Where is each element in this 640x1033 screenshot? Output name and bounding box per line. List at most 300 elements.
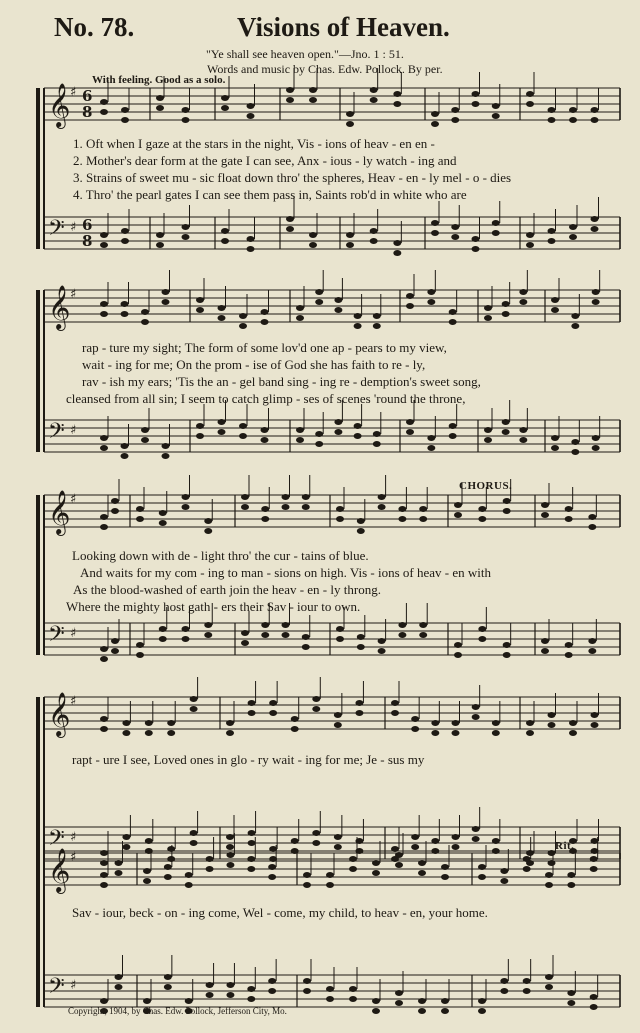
note-head xyxy=(136,506,144,512)
note-head xyxy=(500,978,508,984)
author-credits: Words and music by Chas. Edw. Pollock. By per. xyxy=(207,62,443,76)
note-head xyxy=(302,494,310,500)
note-head xyxy=(247,113,255,119)
note-head xyxy=(248,830,256,836)
note-head xyxy=(354,433,362,439)
note-head xyxy=(239,313,247,319)
note-head xyxy=(478,506,486,512)
note-head xyxy=(282,632,290,638)
note-head xyxy=(309,87,317,93)
note-head xyxy=(569,117,577,123)
note-head xyxy=(545,872,553,878)
note-head xyxy=(296,315,304,321)
note-head xyxy=(247,996,255,1002)
note-head xyxy=(567,1000,575,1006)
note-head xyxy=(286,97,294,103)
note-head xyxy=(354,313,362,319)
note-head xyxy=(500,878,508,884)
note-head xyxy=(500,868,508,874)
note-head xyxy=(406,429,414,435)
note-head xyxy=(206,992,214,998)
note-head xyxy=(239,423,247,429)
note-head xyxy=(519,299,527,305)
note-head xyxy=(167,720,175,726)
note-head xyxy=(571,439,579,445)
note-head xyxy=(261,622,269,628)
note-head xyxy=(141,427,149,433)
chorus-label: CHORUS. xyxy=(459,480,513,492)
note-head xyxy=(247,236,255,242)
note-head xyxy=(296,437,304,443)
note-head xyxy=(167,846,175,852)
note-head xyxy=(449,309,457,315)
note-head xyxy=(451,107,459,113)
note-head xyxy=(548,107,556,113)
note-head xyxy=(454,652,462,658)
note-head xyxy=(100,998,108,1004)
note-head xyxy=(569,224,577,230)
note-head xyxy=(100,311,108,317)
note-head xyxy=(159,510,167,516)
note-head xyxy=(121,228,129,234)
lyric-verse-3-line-2: rav - ish my ears; 'Tis the an - gel band sing - ing re - demption's sweet song, xyxy=(82,374,481,389)
note-head xyxy=(221,105,229,111)
note-head xyxy=(378,638,386,644)
note-head xyxy=(247,103,255,109)
note-head xyxy=(121,443,129,449)
note-head xyxy=(395,1000,403,1006)
note-head xyxy=(334,844,342,850)
note-head xyxy=(355,710,363,716)
note-head xyxy=(349,996,357,1002)
note-head xyxy=(372,870,380,876)
note-head xyxy=(346,121,354,127)
note-head xyxy=(418,860,426,866)
note-head xyxy=(100,882,108,888)
note-head xyxy=(248,710,256,716)
note-head xyxy=(393,240,401,246)
note-head xyxy=(354,323,362,329)
note-head xyxy=(592,445,600,451)
note-head xyxy=(268,874,276,880)
note-head xyxy=(204,632,212,638)
sharp-key-signature-icon: ♯ xyxy=(70,626,77,641)
note-head xyxy=(357,634,365,640)
note-head xyxy=(370,87,378,93)
note-head xyxy=(296,427,304,433)
sharp-key-signature-icon: ♯ xyxy=(70,694,77,709)
note-head xyxy=(373,313,381,319)
note-head xyxy=(545,984,553,990)
note-head xyxy=(431,121,439,127)
note-head xyxy=(261,427,269,433)
note-head xyxy=(196,307,204,313)
note-head xyxy=(492,838,500,844)
note-head xyxy=(268,988,276,994)
note-head xyxy=(451,117,459,123)
note-head xyxy=(309,242,317,248)
note-head xyxy=(492,720,500,726)
note-head xyxy=(286,226,294,232)
note-head xyxy=(378,494,386,500)
note-head xyxy=(472,91,480,97)
note-head xyxy=(484,427,492,433)
note-head xyxy=(478,516,486,522)
note-head xyxy=(326,882,334,888)
note-head xyxy=(541,512,549,518)
time-signature: 6 xyxy=(82,87,93,105)
note-head xyxy=(427,289,435,295)
note-head xyxy=(326,996,334,1002)
note-head xyxy=(309,232,317,238)
note-head xyxy=(419,632,427,638)
note-head xyxy=(551,445,559,451)
note-head xyxy=(449,319,457,325)
note-head xyxy=(182,626,190,632)
note-head xyxy=(182,224,190,230)
note-head xyxy=(312,696,320,702)
note-head xyxy=(411,716,419,722)
note-head xyxy=(545,882,553,888)
treble-clef-icon: 𝄞 xyxy=(48,848,71,892)
scripture-epigraph: "Ye shall see heaven open."—Jno. 1 : 51. xyxy=(206,47,404,61)
note-head xyxy=(591,722,599,728)
note-head xyxy=(449,423,457,429)
note-head xyxy=(526,101,534,107)
note-head xyxy=(431,720,439,726)
lyric-verse-2-line-1: 2. Mother's dear form at the gate I can see, Anx - ious - ly watch - ing and xyxy=(73,153,457,168)
note-head xyxy=(398,632,406,638)
note-head xyxy=(206,982,214,988)
note-head xyxy=(472,836,480,842)
note-head xyxy=(569,234,577,240)
note-head xyxy=(569,720,577,726)
note-head xyxy=(218,419,226,425)
note-head xyxy=(143,998,151,1004)
note-head xyxy=(241,640,249,646)
note-head xyxy=(590,994,598,1000)
note-head xyxy=(449,433,457,439)
sharp-key-signature-icon: ♯ xyxy=(70,978,77,993)
note-head xyxy=(286,216,294,222)
time-signature: 8 xyxy=(82,103,93,121)
note-head xyxy=(452,834,460,840)
note-head xyxy=(472,101,480,107)
note-head xyxy=(548,228,556,234)
note-head xyxy=(122,834,130,840)
note-head xyxy=(472,236,480,242)
lyric-verse-4-line-2: cleansed from all sin; I seem to catch glimp - ses of scenes 'round the throne, xyxy=(66,391,466,406)
note-head xyxy=(565,652,573,658)
note-head xyxy=(452,730,460,736)
note-head xyxy=(182,107,190,113)
note-head xyxy=(370,238,378,244)
note-head xyxy=(336,636,344,642)
note-head xyxy=(268,978,276,984)
lyric-verse-3-line-3: As the blood-washed of earth join the heav - en - ly throng. xyxy=(73,582,381,597)
note-head xyxy=(590,1004,598,1010)
note-head xyxy=(326,872,334,878)
note-head xyxy=(472,704,480,710)
note-head xyxy=(206,866,214,872)
note-head xyxy=(226,720,234,726)
note-head xyxy=(571,323,579,329)
note-head xyxy=(590,856,598,862)
note-head xyxy=(247,856,255,862)
bass-clef-icon: 𝄢 xyxy=(48,826,65,856)
note-head xyxy=(239,323,247,329)
note-head xyxy=(159,636,167,642)
note-head xyxy=(591,226,599,232)
note-head xyxy=(291,726,299,732)
sharp-key-signature-icon: ♯ xyxy=(70,287,77,302)
note-head xyxy=(136,642,144,648)
note-head xyxy=(334,419,342,425)
note-head xyxy=(334,722,342,728)
note-head xyxy=(419,506,427,512)
note-head xyxy=(100,872,108,878)
note-head xyxy=(370,97,378,103)
note-head xyxy=(115,870,123,876)
tempo-marking: With feeling. Good as a solo. xyxy=(92,74,226,86)
note-head xyxy=(492,103,500,109)
note-head xyxy=(567,882,575,888)
note-head xyxy=(226,992,234,998)
note-head xyxy=(122,844,130,850)
note-head xyxy=(569,730,577,736)
lyric-verse-4-line-3: Where the mighty host gath - ers their Sav - iour to own. xyxy=(66,599,361,614)
note-head xyxy=(588,514,596,520)
note-head xyxy=(551,435,559,441)
note-head xyxy=(519,437,527,443)
note-head xyxy=(164,984,172,990)
note-head xyxy=(282,622,290,628)
note-head xyxy=(334,429,342,435)
note-head xyxy=(484,437,492,443)
note-head xyxy=(100,301,108,307)
note-head xyxy=(391,710,399,716)
note-head xyxy=(393,91,401,97)
note-head xyxy=(206,856,214,862)
note-head xyxy=(312,830,320,836)
note-head xyxy=(122,730,130,736)
note-head xyxy=(121,107,129,113)
note-head xyxy=(190,706,198,712)
note-head xyxy=(268,864,276,870)
note-head xyxy=(190,696,198,702)
note-head xyxy=(241,494,249,500)
note-head xyxy=(427,299,435,305)
note-head xyxy=(122,720,130,726)
note-head xyxy=(571,449,579,455)
sharp-key-signature-icon: ♯ xyxy=(70,492,77,507)
treble-clef-icon: 𝄞 xyxy=(48,490,71,534)
note-head xyxy=(226,862,234,868)
note-head xyxy=(373,323,381,329)
note-head xyxy=(567,872,575,878)
note-head xyxy=(395,990,403,996)
lyric-verse-2-line-2: wait - ing for me; On the prom - ise of God she has faith to re - ly, xyxy=(82,357,426,372)
sharp-key-signature-icon: ♯ xyxy=(70,423,77,438)
note-head xyxy=(111,638,119,644)
note-head xyxy=(164,864,172,870)
note-head xyxy=(136,516,144,522)
note-head xyxy=(145,838,153,844)
note-head xyxy=(567,990,575,996)
note-head xyxy=(406,293,414,299)
note-head xyxy=(354,423,362,429)
note-head xyxy=(115,860,123,866)
note-head xyxy=(406,419,414,425)
note-head xyxy=(282,504,290,510)
time-signature: 8 xyxy=(82,232,93,250)
note-head xyxy=(100,109,108,115)
note-head xyxy=(336,506,344,512)
note-head xyxy=(241,630,249,636)
note-head xyxy=(502,311,510,317)
note-head xyxy=(431,230,439,236)
ritardando-label: Rit. xyxy=(555,840,575,852)
bass-clef-icon: 𝄢 xyxy=(48,622,65,652)
note-head xyxy=(100,656,108,662)
lyric-verse-1-line-1: 1. Oft when I gaze at the stars in the night, Vis - ions of heav - en en - xyxy=(73,136,435,151)
copyright-notice: Copyright, 1904, by Chas. Edw. Pollock, Jefferson City, Mo. xyxy=(68,1006,287,1016)
note-head xyxy=(393,101,401,107)
note-head xyxy=(588,638,596,644)
note-head xyxy=(551,307,559,313)
note-head xyxy=(378,648,386,654)
note-head xyxy=(145,720,153,726)
note-head xyxy=(111,648,119,654)
note-head xyxy=(221,95,229,101)
bass-clef-icon: 𝄢 xyxy=(48,974,65,1004)
note-head xyxy=(411,726,419,732)
note-head xyxy=(182,504,190,510)
note-head xyxy=(269,710,277,716)
note-head xyxy=(588,648,596,654)
note-head xyxy=(121,311,129,317)
note-head xyxy=(218,429,226,435)
note-head xyxy=(551,297,559,303)
note-head xyxy=(548,238,556,244)
note-head xyxy=(303,978,311,984)
time-signature: 6 xyxy=(82,216,93,234)
note-head xyxy=(261,437,269,443)
note-head xyxy=(355,700,363,706)
note-head xyxy=(226,852,234,858)
note-head xyxy=(484,305,492,311)
note-head xyxy=(526,232,534,238)
note-head xyxy=(162,299,170,305)
note-head xyxy=(526,242,534,248)
note-head xyxy=(545,974,553,980)
note-head xyxy=(526,730,534,736)
note-head xyxy=(156,232,164,238)
note-head xyxy=(571,313,579,319)
sharp-key-signature-icon: ♯ xyxy=(70,850,77,865)
note-head xyxy=(100,435,108,441)
note-head xyxy=(357,528,365,534)
note-head xyxy=(478,998,486,1004)
hymn-number: No. 78. xyxy=(54,12,135,42)
note-head xyxy=(334,712,342,718)
note-head xyxy=(162,443,170,449)
treble-clef-icon: 𝄞 xyxy=(48,83,71,127)
note-head xyxy=(592,289,600,295)
note-head xyxy=(226,730,234,736)
note-head xyxy=(349,866,357,872)
note-head xyxy=(398,622,406,628)
note-head xyxy=(357,644,365,650)
note-head xyxy=(100,445,108,451)
sharp-key-signature-icon: ♯ xyxy=(70,85,77,100)
note-head xyxy=(115,974,123,980)
note-head xyxy=(588,524,596,530)
note-head xyxy=(431,111,439,117)
note-head xyxy=(541,502,549,508)
note-head xyxy=(519,427,527,433)
sharp-key-signature-icon: ♯ xyxy=(70,220,77,235)
note-head xyxy=(565,642,573,648)
note-head xyxy=(523,978,531,984)
note-head xyxy=(478,1008,486,1014)
note-head xyxy=(484,315,492,321)
note-head xyxy=(372,1008,380,1014)
note-head xyxy=(185,882,193,888)
note-head xyxy=(261,516,269,522)
note-head xyxy=(393,250,401,256)
note-head xyxy=(452,720,460,726)
note-head xyxy=(162,289,170,295)
note-head xyxy=(261,632,269,638)
note-head xyxy=(282,494,290,500)
note-head xyxy=(185,998,193,1004)
note-head xyxy=(221,228,229,234)
note-head xyxy=(100,524,108,530)
note-head xyxy=(326,986,334,992)
note-head xyxy=(196,423,204,429)
note-head xyxy=(391,700,399,706)
note-head xyxy=(164,974,172,980)
note-head xyxy=(478,626,486,632)
note-head xyxy=(372,860,380,866)
note-head xyxy=(502,301,510,307)
note-head xyxy=(441,998,449,1004)
note-head xyxy=(261,506,269,512)
note-head xyxy=(454,502,462,508)
note-head xyxy=(296,305,304,311)
note-head xyxy=(121,238,129,244)
note-head xyxy=(541,648,549,654)
note-head xyxy=(452,844,460,850)
note-head xyxy=(349,986,357,992)
note-head xyxy=(309,97,317,103)
note-head xyxy=(100,716,108,722)
note-head xyxy=(478,874,486,880)
note-head xyxy=(590,866,598,872)
note-head xyxy=(503,652,511,658)
note-head xyxy=(143,868,151,874)
note-head xyxy=(247,246,255,252)
note-head xyxy=(182,234,190,240)
note-head xyxy=(141,319,149,325)
sharp-key-signature-icon: ♯ xyxy=(70,830,77,845)
note-head xyxy=(248,840,256,846)
note-head xyxy=(569,107,577,113)
note-head xyxy=(182,494,190,500)
note-head xyxy=(302,644,310,650)
lyric-verse-2-line-3: And waits for my com - ing to man - sions on high. Vis - ions of heav - en with xyxy=(80,565,491,580)
